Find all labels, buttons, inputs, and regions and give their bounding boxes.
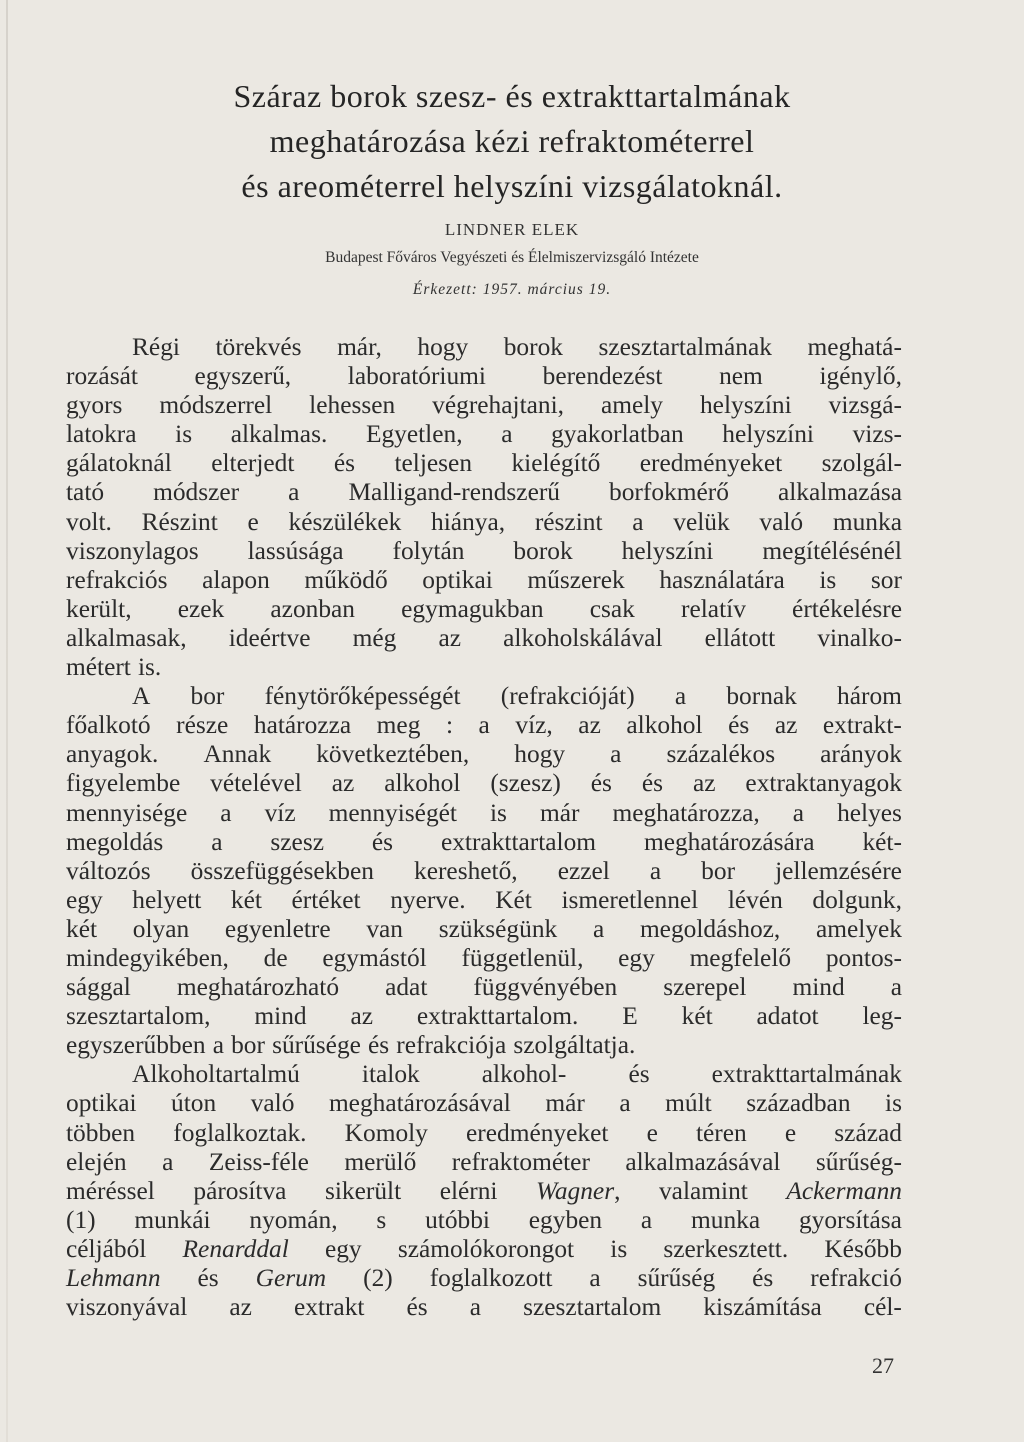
body-word: helyszíni <box>722 420 814 449</box>
body-word: a <box>220 798 232 827</box>
body-line <box>66 1206 902 1235</box>
title-line-2: meghatározása kézi refraktométerrel <box>269 123 755 159</box>
body-word: amelyek <box>815 914 902 943</box>
body-word: utóbbi <box>425 1205 490 1234</box>
body-word: sűrűsége <box>272 1031 361 1060</box>
body-word: kereshető, <box>414 856 518 885</box>
body-line <box>66 362 902 391</box>
body-word: megoldáshoz, <box>639 914 781 943</box>
body-line <box>66 769 902 798</box>
body-word: volt. <box>66 507 112 536</box>
body-word: nyomán, <box>249 1205 338 1234</box>
body-line <box>66 624 902 653</box>
body-word: csak <box>589 594 635 623</box>
body-word: foglalkozott <box>429 1264 553 1292</box>
body-word: mindegyikében, <box>66 943 229 972</box>
body-word: dolgunk, <box>812 885 902 914</box>
body-word: megfelelő <box>689 943 792 972</box>
body-word: alkalmazásával <box>625 1147 781 1176</box>
body-word: változós <box>66 856 151 885</box>
body-word: szolgáltatja. <box>513 1031 636 1060</box>
body-word: végrehajtani, <box>432 391 564 420</box>
body-word: ezek <box>177 594 225 623</box>
body-word: meghatá- <box>807 333 902 361</box>
body-word: extrakttartalom. <box>416 1002 579 1031</box>
body-word: meghatározza, <box>612 798 760 827</box>
body-word: leg- <box>862 1002 902 1031</box>
body-line <box>66 333 902 362</box>
body-word: velük <box>673 507 730 536</box>
body-word: laboratóriumi <box>347 362 486 391</box>
body-word: és <box>368 1031 390 1060</box>
page-edge-shadow <box>6 0 8 1442</box>
body-word: helyszíni <box>699 391 792 420</box>
body-word: a <box>674 682 687 711</box>
body-word: és <box>628 1060 650 1089</box>
body-word: módszer <box>153 478 240 507</box>
body-word: szesztartalom <box>523 1293 662 1322</box>
body-word: valamint <box>658 1176 748 1205</box>
body-word: az <box>350 1002 374 1031</box>
body-word: relatív <box>681 594 746 623</box>
body-line <box>66 740 902 769</box>
body-word: berendezést <box>542 362 663 391</box>
body-word: adatot <box>756 1002 819 1031</box>
body-word: A <box>132 682 151 711</box>
body-word: extrakt- <box>822 711 902 740</box>
body-word: és <box>641 769 663 798</box>
body-word: összefüggésekben <box>190 856 374 885</box>
body-word: is <box>819 565 837 594</box>
body-word: meghatározásával <box>328 1089 511 1118</box>
body-word: vinalko- <box>817 623 902 652</box>
body-word: munkái <box>134 1205 211 1234</box>
body-line <box>66 711 902 740</box>
body-word: sor <box>870 565 902 594</box>
body-word: arányok <box>820 740 902 769</box>
body-word: Ackermann <box>786 1176 902 1205</box>
body-word: szükségünk <box>438 914 558 943</box>
body-line <box>66 595 902 624</box>
body-word: refrakció <box>810 1264 902 1292</box>
body-word: és <box>333 449 356 478</box>
body-word: helyes <box>837 798 902 827</box>
body-word: Később <box>824 1234 902 1263</box>
body-word: Alkoholtartalmú <box>132 1060 300 1089</box>
body-word: is <box>610 1234 628 1263</box>
body-word: részint <box>534 507 603 536</box>
body-word: hogy <box>514 740 566 769</box>
body-word: foglalkoztak. <box>173 1118 307 1147</box>
body-word: szerkesztett. <box>663 1234 789 1263</box>
body-word: métert <box>66 653 131 682</box>
body-word: a <box>288 478 300 507</box>
body-word: az <box>438 623 462 652</box>
body-word: optikai <box>422 565 493 594</box>
body-word: Renarddal <box>182 1234 289 1263</box>
body-word: ellátott <box>704 623 776 652</box>
received-date: Érkezett: 1957. március 19. <box>412 281 612 298</box>
body-word: században <box>746 1089 851 1118</box>
body-word: egyszerűbben <box>66 1031 206 1060</box>
body-line <box>66 653 902 682</box>
body-word: alkalmazása <box>777 478 902 507</box>
body-line <box>66 478 902 507</box>
body-word: megoldás <box>66 827 164 856</box>
body-word: alkohol <box>384 769 461 798</box>
body-word: a <box>649 856 662 885</box>
body-line <box>66 508 902 537</box>
body-word: szesztartalom, <box>66 1002 211 1031</box>
body-word: alkoholskálával <box>503 623 663 652</box>
body-line <box>66 944 902 973</box>
body-word: is. <box>137 653 162 682</box>
body-word: törekvés <box>215 333 302 361</box>
body-word: lehessen <box>309 391 396 420</box>
body-word: eredményeket <box>639 449 783 478</box>
body-word: alkohol <box>626 711 703 740</box>
body-word: E <box>622 1002 638 1031</box>
body-word: a <box>890 973 902 1002</box>
body-word: egyenletre <box>224 914 331 943</box>
body-word: helyszíni <box>621 536 714 565</box>
body-word: pontos- <box>825 943 902 972</box>
body-word: egy <box>66 885 103 914</box>
body-word: amely <box>600 391 664 420</box>
body-word: Lehmann <box>66 1264 161 1292</box>
body-word: e <box>784 1118 797 1147</box>
body-word: mennyiségét <box>328 798 457 827</box>
body-word: hogy <box>417 333 469 361</box>
body-word: viszonylagos <box>66 536 199 565</box>
body-word: (refrakcióját) <box>500 682 635 711</box>
body-word: Komoly <box>344 1118 428 1147</box>
body-word: többen <box>66 1118 136 1147</box>
body-word: számolókorongot <box>397 1234 575 1263</box>
body-word: adat <box>385 973 428 1002</box>
body-word: de <box>263 943 288 972</box>
body-word: optikai <box>66 1089 137 1118</box>
body-line <box>66 973 902 1002</box>
body-word: az <box>229 1293 252 1322</box>
body-word: anyagok. <box>66 740 159 769</box>
body-word: párosítva <box>193 1176 287 1205</box>
body-word: is <box>885 1089 902 1118</box>
body-word: és <box>371 827 394 856</box>
body-word: már, <box>337 333 382 361</box>
body-word: a <box>589 1264 601 1292</box>
body-word: méréssel <box>66 1176 155 1205</box>
body-word: megítélésénél <box>762 536 902 565</box>
body-word: egymagukban <box>401 594 544 623</box>
body-word: függetlenül, <box>461 943 584 972</box>
body-word: extrakttartalom <box>440 827 597 856</box>
body-word: tató <box>66 478 105 507</box>
body-line <box>66 391 902 420</box>
body-word: egymástól <box>322 943 427 972</box>
body-line <box>66 566 902 595</box>
body-word: vizsgá- <box>828 391 902 420</box>
body-word: s <box>376 1205 387 1234</box>
body-word: lévén <box>727 885 783 914</box>
body-word: szesz <box>270 827 324 856</box>
body-word: teljesen <box>394 449 473 478</box>
body-word: százalékos <box>666 740 776 769</box>
body-word: Egyetlen, <box>365 420 463 449</box>
body-word: refraktométer <box>451 1147 590 1176</box>
body-word: (2) <box>363 1264 393 1292</box>
body-word: ezzel <box>557 856 610 885</box>
body-word: Részint <box>141 507 218 536</box>
body-word: alkohol- <box>481 1060 567 1089</box>
body-word: működő <box>304 565 388 594</box>
body-word: hiánya, <box>431 507 506 536</box>
body-word: egy <box>324 1234 362 1263</box>
body-word: bor <box>701 856 736 885</box>
body-word: : <box>445 711 453 740</box>
body-word: a <box>469 1293 482 1322</box>
body-word: Két <box>495 885 532 914</box>
body-word: azonban <box>270 594 355 623</box>
body-word: ideértve <box>228 623 311 652</box>
body-word: a <box>792 798 805 827</box>
body-word: az <box>331 769 355 798</box>
body-line <box>66 1089 902 1118</box>
body-word: alkalmasak, <box>66 623 187 652</box>
body-word: a <box>640 1205 653 1234</box>
body-word: rozását <box>66 362 138 391</box>
body-word: latokra <box>66 420 137 449</box>
body-word: lassúsága <box>247 536 344 565</box>
body-word: és <box>752 1264 774 1292</box>
body-word: (szesz) <box>490 769 561 798</box>
page-number: 27 <box>872 1353 894 1378</box>
body-word: meg <box>376 711 421 740</box>
body-line <box>66 1177 902 1206</box>
body-line <box>66 886 902 915</box>
body-line <box>66 857 902 886</box>
body-word: használatára <box>659 565 785 594</box>
body-word: kielégítő <box>511 449 601 478</box>
body-word: meghatározható <box>176 973 340 1002</box>
body-word: gyors <box>66 391 123 420</box>
body-word: szolgál- <box>821 449 902 478</box>
body-word: olyan <box>132 914 190 943</box>
body-word: még <box>352 623 397 652</box>
body-word: refrakciója <box>396 1031 507 1060</box>
body-word: sűrűség- <box>815 1147 902 1176</box>
body-word: és <box>590 769 612 798</box>
body-word: cél- <box>863 1293 902 1322</box>
body-word: gálatoknál <box>66 449 172 478</box>
body-word: Wagner, <box>536 1176 621 1205</box>
body-line <box>66 1264 902 1293</box>
body-word: két <box>230 885 262 914</box>
body-word: bor <box>190 682 225 711</box>
body-line <box>66 537 902 566</box>
author-name: LINDNER ELEK <box>444 220 580 239</box>
article-body <box>66 333 902 1322</box>
body-word: a <box>162 1147 174 1176</box>
body-word: mennyisége <box>66 798 188 827</box>
title-line-3: és areométerrel helyszíni vizsgálatoknál. <box>241 168 783 204</box>
body-word: kiszámítása <box>703 1293 822 1322</box>
body-word: elérni <box>439 1176 498 1205</box>
body-line <box>66 1060 902 1089</box>
body-word: sikerült <box>324 1176 402 1205</box>
body-word: mind <box>792 973 845 1002</box>
body-word: alapon <box>202 565 270 594</box>
body-word: munka <box>832 507 902 536</box>
body-word: extraktanyagok <box>745 769 902 798</box>
body-word: Annak <box>203 740 272 769</box>
body-word: egyben <box>528 1205 603 1234</box>
body-line <box>66 915 902 944</box>
body-word: és <box>728 711 750 740</box>
body-word: meghatározására <box>643 827 815 856</box>
body-line <box>66 1119 902 1148</box>
body-word: mind <box>254 1002 307 1031</box>
body-word: két <box>681 1002 713 1031</box>
body-word: vizs- <box>852 420 902 449</box>
body-word: a <box>211 827 223 856</box>
body-word: a <box>619 1089 631 1118</box>
title-line-1: Száraz borok szesz- és extrakttartalmának <box>233 78 791 114</box>
body-line <box>66 420 902 449</box>
body-word: e <box>247 507 259 536</box>
body-line <box>66 449 902 478</box>
body-line <box>66 682 902 711</box>
body-word: gyorsítása <box>798 1205 902 1234</box>
body-word: műszerek <box>527 565 625 594</box>
body-word: gyakorlatban <box>551 420 684 449</box>
body-line <box>66 799 902 828</box>
body-word: főalkotó <box>66 711 151 740</box>
body-word: munka <box>691 1205 761 1234</box>
body-line <box>66 1031 902 1060</box>
body-word: nem <box>719 362 763 391</box>
body-word: extrakttartalmának <box>711 1060 902 1089</box>
body-word: merülő <box>344 1147 417 1176</box>
body-word: folytán <box>392 536 465 565</box>
body-word: függvényében <box>473 973 618 1002</box>
body-word: borok <box>513 536 573 565</box>
body-word: készülékek <box>288 507 402 536</box>
body-word: sűrűség <box>637 1264 716 1292</box>
body-word: Gerum <box>255 1264 327 1292</box>
body-word: (1) <box>66 1205 96 1234</box>
body-word: a <box>501 420 513 449</box>
body-word: téren <box>695 1118 747 1147</box>
body-word: a <box>592 914 605 943</box>
body-word: szerepel <box>663 973 747 1002</box>
body-word: jellemzésére <box>775 856 902 885</box>
body-word: nyerve. <box>390 885 466 914</box>
body-word: a <box>632 507 644 536</box>
body-word: úton <box>171 1089 217 1118</box>
body-word: italok <box>361 1060 420 1089</box>
body-line <box>66 1293 902 1322</box>
body-word: az <box>692 769 716 798</box>
body-line <box>66 1002 902 1031</box>
body-word: e <box>646 1118 658 1147</box>
body-word: vételével <box>210 769 302 798</box>
body-word: része <box>176 711 229 740</box>
body-word: sággal <box>66 973 131 1002</box>
body-word: céljából <box>66 1234 147 1263</box>
body-word: egyszerű, <box>194 362 292 391</box>
body-word: értékelésre <box>792 594 902 623</box>
body-line <box>66 828 902 857</box>
body-word: borfokmérő <box>609 478 729 507</box>
body-word: ismeretlennel <box>561 885 699 914</box>
body-word: három <box>837 682 902 711</box>
body-word: való <box>759 507 804 536</box>
body-word: a <box>478 711 490 740</box>
body-word: század <box>834 1118 902 1147</box>
body-word: fénytörőképességét <box>264 682 461 711</box>
body-word: is <box>175 420 193 449</box>
body-line <box>66 1148 902 1177</box>
body-word: extrakt <box>293 1293 365 1322</box>
body-word: bornak <box>726 682 797 711</box>
body-word: határozza <box>253 711 352 740</box>
body-word: és <box>197 1264 219 1292</box>
body-word: helyett <box>132 885 202 914</box>
body-word: Régi <box>132 333 180 361</box>
article-title <box>120 74 904 209</box>
body-word: alkalmas. <box>230 420 328 449</box>
author-affiliation: Budapest Főváros Vegyészeti és Élelmiszervizsgáló Intézete <box>325 249 699 266</box>
body-word: igénylő, <box>819 362 902 391</box>
body-word: az <box>774 711 798 740</box>
body-word: és <box>406 1293 428 1322</box>
body-word: figyelembe <box>66 769 181 798</box>
body-word: következtében, <box>316 740 470 769</box>
body-word: múlt <box>665 1089 712 1118</box>
body-word: két- <box>862 827 902 856</box>
body-line <box>66 1235 902 1264</box>
body-word: már <box>545 1089 585 1118</box>
body-word: értéket <box>291 885 361 914</box>
body-word: víz <box>264 798 296 827</box>
body-word: módszerrel <box>159 391 273 420</box>
body-word: Zeiss-féle <box>208 1147 309 1176</box>
body-word: borok <box>503 333 563 361</box>
body-word: van <box>366 914 404 943</box>
body-word: való <box>250 1089 295 1118</box>
body-word: bor <box>231 1031 265 1060</box>
body-word: került, <box>66 594 132 623</box>
body-word: is <box>490 798 507 827</box>
body-word: egy <box>618 943 655 972</box>
body-word: már <box>539 798 580 827</box>
body-word: refrakciós <box>66 565 168 594</box>
body-word: eredményeket <box>466 1118 609 1147</box>
body-word: az <box>578 711 601 740</box>
body-word: elterjedt <box>211 449 295 478</box>
body-word: szesztartalmának <box>598 333 772 361</box>
body-word: a <box>610 740 622 769</box>
body-word: Malligand-rendszerű <box>348 478 560 507</box>
body-word: viszonyával <box>66 1293 188 1322</box>
body-word: elején <box>66 1147 127 1176</box>
body-word: a <box>212 1031 224 1060</box>
body-word: víz, <box>515 711 553 740</box>
body-word: két <box>66 914 98 943</box>
